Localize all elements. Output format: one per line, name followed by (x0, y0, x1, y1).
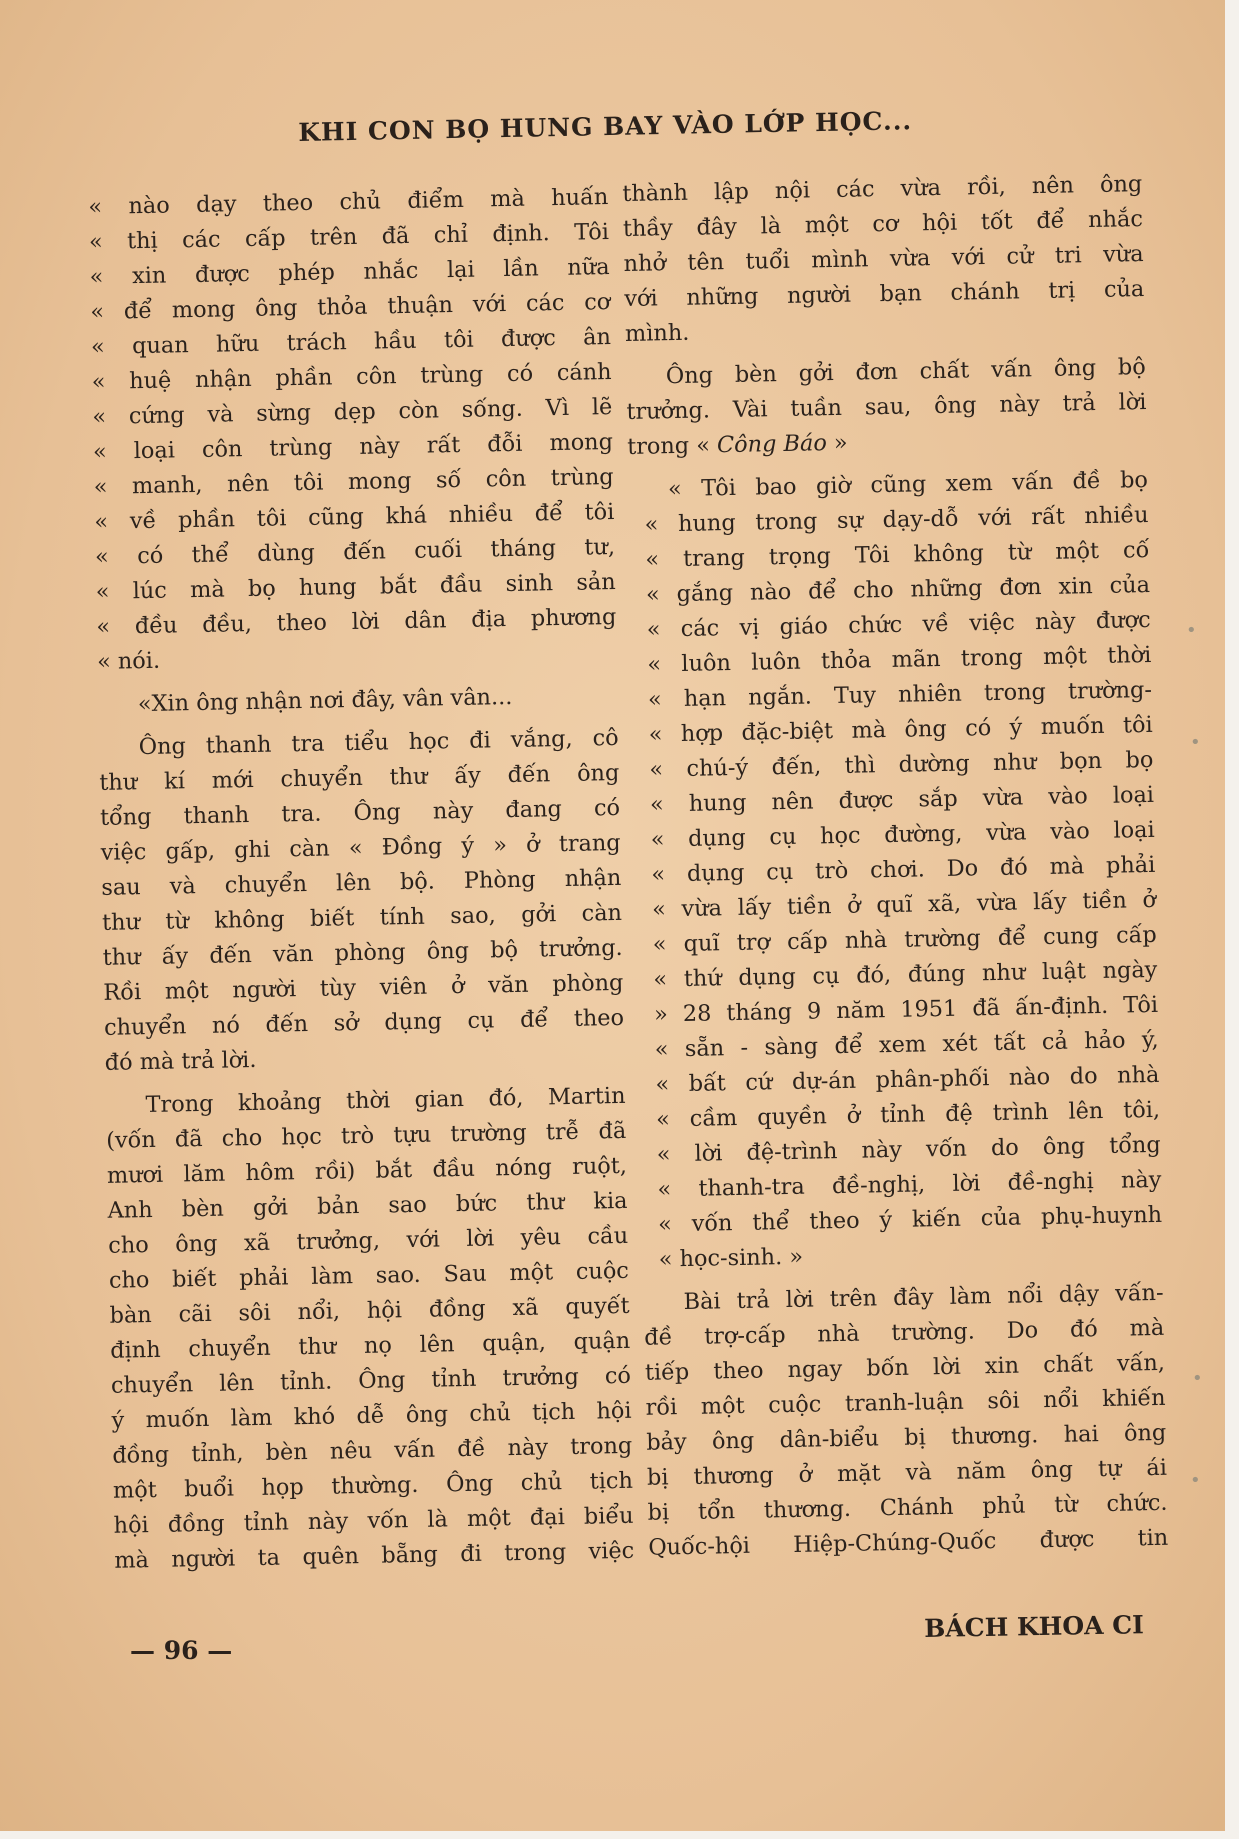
text-line: đồng tỉnh, bèn nêu vấn đề này trong (112, 1432, 633, 1469)
text-line: « hung trong sự dạy-dỗ với rất nhiều (644, 501, 1149, 538)
text-fragment: trong « (626, 432, 718, 460)
text-line: « loại côn trùng này rất đỗi mong (92, 428, 614, 465)
text-line: bị tổn thương. Chánh phủ từ chức. (647, 1489, 1168, 1526)
text-line: « vừa lấy tiền ở quĩ xã, vừa lấy tiền ở (651, 886, 1157, 923)
text-line: đó mà trả lời. (104, 1046, 257, 1076)
text-line: « về phần tôi cũng khá nhiều để tôi (94, 498, 615, 535)
text-line: đề trợ-cấp nhà trường. Do đó mà (644, 1314, 1165, 1351)
text-line: « các vị giáo chức về việc này được (646, 606, 1151, 643)
text-line: « hợp đặc-biệt mà ông có ý muốn tôi (648, 711, 1153, 748)
running-header: KHI CON BỌ HUNG BAY VÀO LỚP HỌC... (298, 106, 913, 147)
text-line: « nói. (96, 647, 161, 675)
text-line: thư ấy đến văn phòng ông bộ trưởng. (102, 934, 623, 971)
text-line: « trang trọng Tôi không từ một cố (645, 536, 1150, 573)
scan-speck-mark: • (1190, 1470, 1201, 1491)
text-line: « hạn ngắn. Tuy nhiên trong trường- (647, 676, 1153, 713)
text-line: mình. (624, 319, 690, 347)
text-line: rồi một cuộc tranh-luận sôi nổi khiến (645, 1384, 1166, 1421)
text-line: tiếp theo ngay bốn lời xin chất vấn, (644, 1349, 1166, 1386)
text-line: mươi lăm hôm rồi) bắt đầu nóng ruột, (106, 1152, 628, 1189)
text-line: « quĩ trợ cấp nhà trường để cung cấp (652, 921, 1157, 958)
text-fragment: » (826, 429, 848, 457)
text-line: « dụng cụ học đường, vừa vào loại (650, 816, 1155, 853)
text-line: thầy đây là một cơ hội tốt để nhắc (622, 206, 1144, 242)
text-line: Ông thanh tra tiểu học đi vắng, cô (138, 724, 619, 761)
text-line: « cầm quyền ở tỉnh đệ trình lên tôi, (655, 1096, 1161, 1133)
text-line: « huệ nhận phần côn trùng có cánh (91, 358, 612, 395)
text-line: Bài trả lời trên đây làm nổi dậy vấn- (683, 1279, 1164, 1316)
text-line: « thứ dụng cụ đó, đúng như luật ngày (653, 956, 1158, 993)
text-line: « dụng cụ trò chơi. Do đó mà phải (651, 851, 1156, 888)
text-line: chuyển nó đến sở dụng cụ để theo (103, 1004, 625, 1041)
text-line: bàn cãi sôi nổi, hội đồng xã quyết (109, 1292, 630, 1329)
text-line: « để mong ông thỏa thuận với các cơ (90, 288, 611, 325)
text-line: định chuyển thư nọ lên quận, quận (110, 1327, 631, 1364)
text-line: « sẵn - sàng để xem xét tất cả hảo ý, (654, 1026, 1159, 1063)
text-line: « luôn luôn thỏa mãn trong một thời (647, 641, 1152, 678)
text-line: «Xin ông nhận nơi đây, vân vân... (137, 683, 513, 718)
text-line: « học-sinh. » (658, 1243, 804, 1273)
left-text-column (88, 180, 635, 1579)
scan-margin-bottom (0, 1831, 1239, 1839)
text-line: ý muốn làm khó dễ ông chủ tịch hội (111, 1397, 632, 1434)
text-line: một buổi họp thường. Ông chủ tịch (112, 1467, 634, 1504)
text-line: « Tôi bao giờ cũng xem vấn đề bọ (667, 466, 1149, 503)
text-line: bị thương ở mặt và năm ông tự ái (646, 1454, 1168, 1491)
text-line: « vốn thể theo ý kiến của phụ-huynh (657, 1201, 1163, 1238)
text-line: Ông bèn gởi đơn chất vấn ông bộ (665, 353, 1146, 390)
text-line: tổng thanh tra. Ông này đang có (99, 794, 621, 831)
text-line: cho biết phải làm sao. Sau một cuộc (108, 1257, 630, 1294)
text-line: Trong khoảng thời gian đó, Martin (145, 1082, 626, 1119)
scan-speck-mark: • (1186, 620, 1197, 641)
scan-margin-right (1225, 0, 1239, 1839)
text-line: « chú-ý đến, thì dường như bọn bọ (649, 746, 1154, 783)
text-line: « hung nên được sắp vừa vào loại (649, 781, 1155, 818)
text-line: thư từ không biết tính sao, gởi càn (101, 899, 623, 936)
text-line: bảy ông dân-biểu bị thương. hai ông (646, 1419, 1167, 1456)
text-line: « thị các cấp trên đã chỉ định. Tôi (88, 219, 610, 255)
text-line: « thanh-tra đề-nghị, lời đề-nghị này (657, 1166, 1162, 1203)
text-line: « có thể dùng đến cuối tháng tư, (94, 533, 616, 570)
text-line: Quốc-hội Hiệp-Chúng-Quốc được tin (648, 1524, 1169, 1561)
scan-speck-mark: • (1192, 1368, 1203, 1389)
text-line: « lời đệ-trình này vốn do ông tổng (656, 1131, 1161, 1168)
text-line: « lúc mà bọ hung bắt đầu sinh sản (95, 568, 616, 605)
text-line: với những người bạn chánh trị của (624, 275, 1145, 312)
text-line: « bất cứ dự-án phân-phối nào do nhà (655, 1061, 1160, 1098)
text-line: trưởng. Vài tuần sau, ông này trả lời (626, 388, 1147, 425)
text-line: « gắng nào để cho những đơn xin của (645, 571, 1151, 608)
text-line: mà người ta quên bẵng đi trong việc (114, 1537, 635, 1574)
right-text-column (622, 167, 1169, 1566)
text-line: sau và chuyển lên bộ. Phòng nhận (101, 864, 622, 901)
text-line: Anh bèn gởi bản sao bức thư kia (107, 1187, 628, 1224)
text-line: (vốn đã cho học trò tựu trường trễ đã (106, 1117, 627, 1154)
text-line: thư kí mới chuyển thư ấy đến ông (99, 759, 620, 796)
text-line: « nào dạy theo chủ điểm mà huấn (88, 184, 609, 220)
text-line: việc gấp, ghi càn « Đồng ý » ở trang (100, 829, 621, 866)
text-line: « cứng và sừng dẹp còn sống. Vì lẽ (92, 393, 613, 430)
magazine-issue: BÁCH KHOA CI (924, 1610, 1145, 1643)
text-line: chuyển lên tỉnh. Ông tỉnh trưởng có (110, 1362, 632, 1399)
text-line: « manh, nên tôi mong số côn trùng (93, 463, 614, 500)
text-line: cho ông xã trưởng, với lời yêu cầu (108, 1222, 629, 1259)
scan-speck-mark: • (1190, 732, 1201, 753)
text-line: Rồi một người tùy viên ở văn phòng (103, 969, 624, 1006)
text-line: thành lập nội các vừa rồi, nên ông (622, 171, 1143, 207)
text-line: nhở tên tuổi mình vừa với cử tri vừa (623, 241, 1144, 277)
text-line: « quan hữu trách hầu tôi được ân (90, 323, 612, 360)
text-line: hội đồng tỉnh này vốn là một đại biểu (113, 1502, 634, 1539)
page-number: — 96 — (130, 1636, 233, 1665)
text-line: « xin được phép nhắc lại lần nữa (89, 254, 610, 290)
text-line: » 28 tháng 9 năm 1951 đã ấn-định. Tôi (653, 991, 1159, 1028)
publication-title: Công Báo (716, 430, 828, 459)
text-line: « đều đều, theo lời dân địa phương (96, 603, 617, 640)
